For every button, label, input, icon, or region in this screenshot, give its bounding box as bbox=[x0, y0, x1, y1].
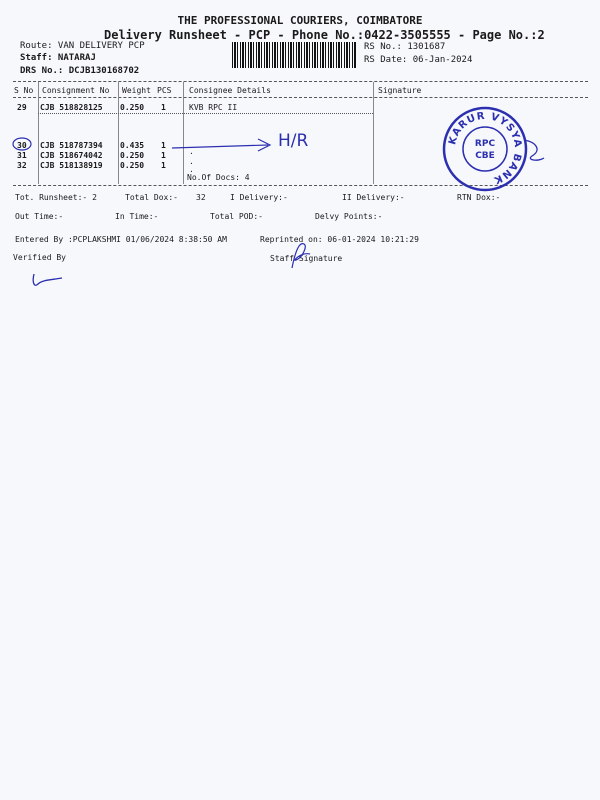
row-sno: 30 bbox=[17, 141, 27, 150]
row-pcs: 1 bbox=[161, 141, 166, 150]
reprinted-on: Reprinted on: 06-01-2024 10:21:29 bbox=[260, 235, 419, 244]
tot-runsheet: Tot. Runsheet:- 2 bbox=[15, 193, 97, 202]
col-header-sno: S No bbox=[14, 86, 34, 95]
delvy-points: Delvy Points:- bbox=[315, 212, 383, 221]
stamp-signature-mark bbox=[518, 136, 548, 166]
row-consignee: . bbox=[189, 165, 194, 174]
row-weight: 0.250 bbox=[120, 103, 145, 112]
barcode bbox=[232, 42, 356, 68]
company-name: THE PROFESSIONAL COURIERS, COIMBATORE bbox=[177, 14, 423, 27]
table-top-divider bbox=[13, 81, 588, 82]
row-pcs: 1 bbox=[161, 103, 166, 112]
runsheet-subtitle: Delivery Runsheet - PCP - Phone No.:0422-3505555 - Page No.:2 bbox=[104, 28, 545, 42]
row-consignment-no: CJB 518787394 bbox=[40, 141, 103, 150]
rtn-dox: RTN Dox:- bbox=[457, 193, 501, 202]
col-header-weight: Weight bbox=[122, 86, 151, 95]
in-time: In Time:- bbox=[115, 212, 159, 221]
row-weight: 0.435 bbox=[120, 141, 145, 150]
total-dox-label: Total Dox:- bbox=[125, 193, 178, 202]
table-header-divider bbox=[13, 97, 588, 98]
column-line bbox=[183, 82, 184, 184]
verified-signature-scribble bbox=[30, 270, 66, 290]
row-consignment-no: CJB 518828125 bbox=[40, 103, 103, 112]
total-pod: Total POD:- bbox=[210, 212, 263, 221]
staff-signature-label: Staff Signature bbox=[270, 254, 343, 263]
staff-signature-scribble bbox=[286, 238, 316, 272]
row-weight: 0.250 bbox=[120, 161, 145, 170]
verified-by: Verified By bbox=[13, 253, 66, 262]
bank-stamp bbox=[440, 104, 530, 194]
total-dox-value: 32 bbox=[196, 193, 206, 202]
stamp-ring-text: KARUR VYSYA BANK bbox=[447, 110, 524, 186]
entered-by: Entered By :PCPLAKSHMI 01/06/2024 8:38:50 AM bbox=[15, 235, 227, 244]
stamp-center-line-2: CBE bbox=[475, 151, 495, 161]
row-divider bbox=[38, 113, 373, 114]
column-line bbox=[118, 82, 119, 184]
handwritten-circle bbox=[11, 136, 33, 152]
column-line bbox=[38, 82, 39, 184]
col-header-pcs: PCS bbox=[157, 86, 172, 95]
row-consignee: . bbox=[189, 147, 194, 156]
i-delivery: I Delivery:- bbox=[230, 193, 288, 202]
row-sno: 31 bbox=[17, 151, 27, 160]
row-consignee: KVB RPC II bbox=[189, 103, 238, 112]
row-weight: 0.250 bbox=[120, 151, 145, 160]
handwritten-note: H/R bbox=[278, 131, 309, 151]
row-consignment-no: CJB 518674042 bbox=[40, 151, 103, 160]
row-pcs: 1 bbox=[161, 161, 166, 170]
row-consignment-no: CJB 518138919 bbox=[40, 161, 103, 170]
row-pcs: 1 bbox=[161, 151, 166, 160]
column-line bbox=[373, 82, 374, 184]
col-header-consignee: Consignee Details bbox=[189, 86, 271, 95]
rs-number: RS No.: 1301687 bbox=[364, 42, 446, 52]
out-time: Out Time:- bbox=[15, 212, 64, 221]
col-header-signature: Signature bbox=[378, 86, 422, 95]
rs-date: RS Date: 06-Jan-2024 bbox=[364, 55, 473, 65]
row-sno: 29 bbox=[17, 103, 27, 112]
row-consignee: . bbox=[189, 157, 194, 166]
row-sno: 32 bbox=[17, 161, 27, 170]
col-header-consignment: Consignment No bbox=[42, 86, 110, 95]
drs-number: DRS No.: DCJB130168702 bbox=[20, 66, 140, 76]
route-label: Route: VAN DELIVERY PCP bbox=[20, 41, 145, 51]
stamp-center-line-1: RPC bbox=[474, 139, 496, 149]
staff-label: Staff: NATARAJ bbox=[20, 53, 96, 63]
handwritten-arrow bbox=[170, 136, 280, 158]
ii-delivery: II Delivery:- bbox=[342, 193, 405, 202]
no-of-docs: No.Of Docs: 4 bbox=[187, 173, 250, 182]
